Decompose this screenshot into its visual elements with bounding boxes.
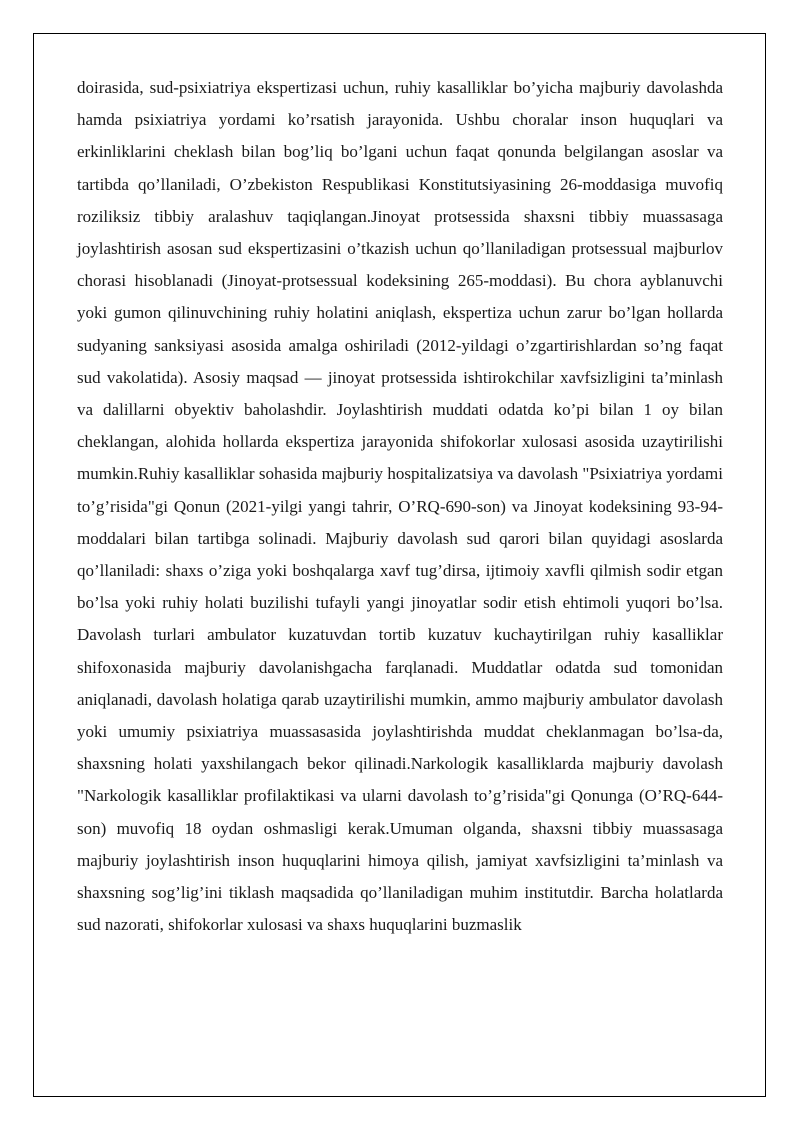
body-paragraph: doirasida, sud-psixiatriya ekspertizasi uchun, ruhiy kasalliklar bo’yicha majburiy davolashda hamda psixiatriya yordami ko’rsatish jarayonida. Ushbu choralar inson huquqlari va erkinliklarini cheklash bilan bog’liq bo’lgani uchun faqat qonunda belgilangan asoslar va tartibda qo’llaniladi, O’zbekiston Respublikasi Konstitutsiyasining 26-moddasiga muvofiq roziliksiz tibbiy aralashuv taqiqlangan.Jinoyat protsessida shaxsni tibbiy muassasaga joylashtirish asosan sud ekspertizasini o’tkazish uchun qo’llaniladigan protsessual majburlov chorasi hisoblanadi (Jinoyat-protsessual kodeksining 265-moddasi). Bu chora ayblanuvchi yoki gumon qilinuvchining ruhiy holatini aniqlash, ekspertiza uchun zarur bo’lgan hollarda sudyaning sanksiyasi asosida amalga oshiriladi (2012-yildagi o’zgartirishlardan so’ng faqat sud vakolatida). Asosiy maqsad — jinoyat protsessida ishtirokchilar xavfsizligini ta’minlash va dalillarni obyektiv baholashdir. Joylashtirish muddati odatda ko’pi bilan 1 oy bilan cheklangan, alohida hollarda ekspertiza jarayonida shifokorlar xulosasi asosida uzaytirilishi mumkin.Ruhiy kasalliklar sohasida majburiy hospitalizatsiya va davolash "Psixiatriya yordami to’g’risida"gi Qonun (2021-yilgi yangi tahrir, O’RQ-690-son) va Jinoyat kodeksining 93-94-moddalari bilan tartibga solinadi. Majburiy davolash sud qarori bilan quyidagi asoslarda qo’llaniladi: shaxs o’ziga yoki boshqalarga xavf tug’dirsa, ijtimoiy xavfli qilmish sodir etgan bo’lsa yoki ruhiy holati buzilishi tufayli yangi jinoyatlar sodir etish ehtimoli yuqori bo’lsa. Davolash turlari ambulator kuzatuvdan tortib kuzatuv kuchaytirilgan ruhiy kasalliklar shifoxonasida majburiy davolanishgacha farqlanadi. Muddatlar odatda sud tomonidan aniqlanadi, davolash holatiga qarab uzaytirilishi mumkin, ammo majburiy ambulator davolash yoki umumiy psixiatriya muassasasida joylashtirishda muddat cheklanmagan bo’lsa-da, shaxsning holati yaxshilangach bekor qilinadi.Narkologik kasalliklarda majburiy davolash "Narkologik kasalliklar profilaktikasi va ularni davolash to’g’risida"gi Qonunga (O’RQ-644-son) muvofiq 18 oydan oshmasligi kerak.Umuman olganda, shaxsni tibbiy muassasaga majburiy joylashtirish inson huquqlarini himoya qilish, jamiyat xavfsizligini ta’minlash va shaxsning sog’lig’ini tiklash maqsadida qo’llaniladigan muhim institutdir. Barcha holatlarda sud nazorati, shifokorlar xulosasi va shaxs huquqlarini buzmaslik	[77, 78, 723, 935]
